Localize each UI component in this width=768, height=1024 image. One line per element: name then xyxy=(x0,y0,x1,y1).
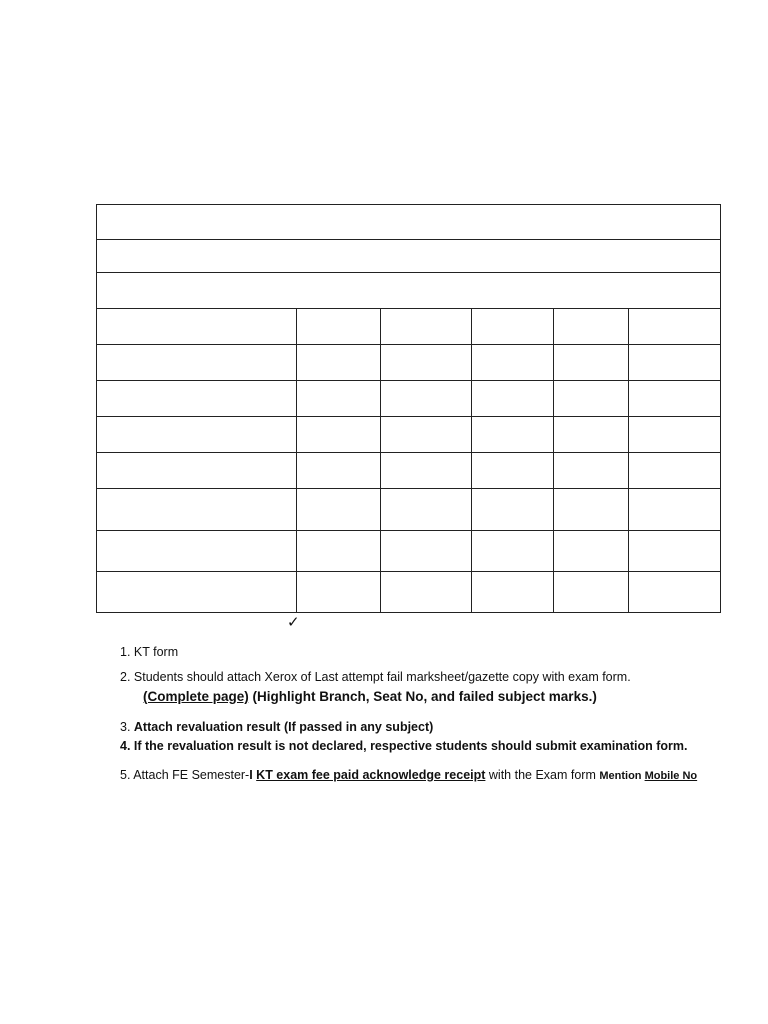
instruction-3 xyxy=(120,718,433,736)
table-column-divider xyxy=(471,308,472,613)
instruction-2 xyxy=(120,668,631,686)
instruction-5-middle: with the Exam form xyxy=(485,768,600,782)
table-border-right xyxy=(720,204,721,613)
table-border-left xyxy=(96,204,97,613)
instruction-1 xyxy=(120,643,178,661)
instruction-1-text: 1. KT form xyxy=(120,645,179,659)
instruction-5 xyxy=(120,766,697,785)
table-column-divider xyxy=(628,308,629,613)
check-mark-icon: ✓ xyxy=(287,613,300,631)
table-row-divider xyxy=(96,272,721,273)
mobile-no-label: Mobile No xyxy=(644,770,698,782)
instruction-2-continuation xyxy=(120,688,597,706)
instruction-3-text: Attach revaluation result (If passed in any subject) xyxy=(133,720,434,734)
semester-numeral: I xyxy=(249,768,257,782)
table-row-divider xyxy=(96,239,721,240)
instruction-5-prefix: 5. Attach FE Semester- xyxy=(120,768,250,782)
instruction-4-text: 4. If the revaluation result is not declared, respective students should submit examination form. xyxy=(120,739,688,753)
mention-label: Mention xyxy=(599,770,645,782)
instruction-2-text: 2. Students should attach Xerox of Last attempt fail marksheet/gazette copy with exam form. xyxy=(120,670,631,684)
table-column-divider xyxy=(296,308,297,613)
instruction-4 xyxy=(120,737,688,755)
complete-page-label: (Complete page) xyxy=(143,689,249,704)
highlight-note: (Highlight Branch, Seat No, and failed subject marks.) xyxy=(248,689,597,704)
table-column-divider xyxy=(553,308,554,613)
instruction-3-number: 3. xyxy=(120,720,134,734)
kt-form-table xyxy=(96,204,721,613)
table-border-top xyxy=(96,204,721,205)
table-column-divider xyxy=(380,308,381,613)
fee-receipt-label: KT exam fee paid acknowledge receipt xyxy=(256,768,486,782)
